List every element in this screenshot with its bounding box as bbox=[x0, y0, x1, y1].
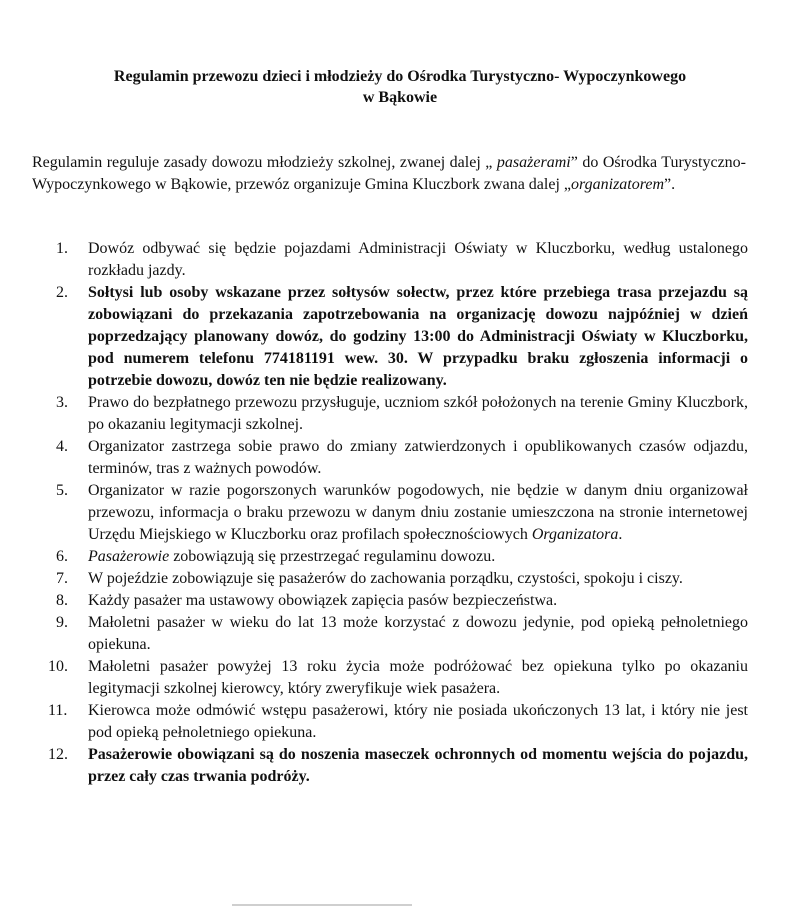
rule-number: 9. bbox=[56, 614, 68, 631]
intro-text-3: ”. bbox=[664, 176, 676, 193]
rule-number: 1. bbox=[56, 240, 68, 257]
title-line-2: w Bąkowie bbox=[362, 89, 438, 106]
rule-item bbox=[32, 744, 748, 788]
rule-number: 7. bbox=[56, 570, 68, 587]
rule-text-main: Organizator w razie pogorszonych warunków pogodowych, nie będzie w danym dniu organizował przewozu, informacja o braku przewozu w danym dniu zostanie umieszczona na stronie internetowej Urzędu Miejskiego w Kluczborku oraz profilach społecznościowych bbox=[88, 482, 748, 543]
rule-item bbox=[32, 612, 748, 656]
rule-text: Dowóz odbywać się będzie pojazdami Administracji Oświaty w Kluczborku, według ustalonego rozkładu jazdy. bbox=[88, 240, 748, 279]
rule-text: Każdy pasażer ma ustawowy obowiązek zapięcia pasów bezpieczeństwa. bbox=[88, 592, 558, 609]
rule-text-main: zobowiązują się przestrzegać regulaminu dowozu. bbox=[173, 548, 496, 565]
rule-text: Małoletni pasażer powyżej 13 roku życia może podróżować bez opiekuna tylko po okazaniu legitymacji szkolnej kierowcy, który zweryfikuje wiek pasażera. bbox=[88, 658, 748, 697]
rule-number: 5. bbox=[56, 482, 68, 499]
rule-item bbox=[32, 282, 748, 392]
rule-text: Organizator zastrzega sobie prawo do zmiany zatwierdzonych i opublikowanych czasów odjazdu, terminów, tras z ważnych powodów. bbox=[88, 438, 748, 477]
rule-item bbox=[32, 568, 748, 590]
rule-number: 6. bbox=[56, 548, 68, 565]
intro-paragraph bbox=[32, 152, 746, 196]
rule-text: Pasażerowie obowiązani są do noszenia maseczek ochronnych od momentu wejścia do pojazdu, przez cały czas trwania podróży. bbox=[88, 746, 748, 785]
rule-item bbox=[32, 480, 748, 546]
rule-item bbox=[32, 238, 748, 282]
title-line-1: Regulamin przewozu dzieci i młodzieży do Ośrodka Turystyczno- Wypoczynkowego bbox=[113, 68, 687, 85]
rule-item bbox=[32, 656, 748, 700]
intro-text-2: ” do Ośrodka Turystyczno- Wypoczynkowego w Bąkowie, przewóz organizuje Gmina Kluczbork zwana dalej „ bbox=[32, 154, 747, 193]
rule-text: Prawo do bezpłatnego przewozu przysługuje, uczniom szkół położonych na terenie Gminy Kluczbork, po okazaniu legitymacji szkolnej. bbox=[88, 394, 748, 433]
rule-number: 11. bbox=[48, 702, 68, 719]
rule-text bbox=[88, 548, 495, 565]
rule-text-italic: Pasażerowie bbox=[88, 548, 170, 565]
rule-text-end: . bbox=[618, 526, 623, 543]
rule-item bbox=[32, 392, 748, 436]
rule-item bbox=[32, 700, 748, 744]
rule-text: Małoletni pasażer w wieku do lat 13 może korzystać z dowozu jedynie, pod opieką pełnoletniego opiekuna. bbox=[88, 614, 748, 653]
rule-text bbox=[88, 482, 748, 543]
rule-number: 8. bbox=[56, 592, 68, 609]
rule-number: 12. bbox=[48, 746, 68, 763]
intro-text-1: Regulamin reguluje zasady dowozu młodzieży szkolnej, zwanej dalej „ bbox=[32, 154, 493, 171]
rule-text-italic: Organizatora bbox=[531, 526, 619, 543]
rule-item bbox=[32, 436, 748, 480]
rule-text: Kierowca może odmówić wstępu pasażerowi, który nie posiada ukończonych 13 lat, i który nie jest pod opieką pełnoletniego opiekuna. bbox=[88, 702, 748, 741]
rule-number: 3. bbox=[56, 394, 68, 411]
rule-number: 10. bbox=[48, 658, 68, 675]
rule-text: Sołtysi lub osoby wskazane przez sołtysów sołectw, przez które przebiega trasa przejazdu są zobowiązani do przekazania zapotrzebowania na organizację dowozu najpóźniej w dzień poprzedzający planowany dowóz, do godziny 13:00 do Administracji Oświaty w Kluczborku, pod numerem telefonu 774181191 wew. 30. W przypadku braku zgłoszenia informacji o potrzebie dowozu, dowóz ten nie będzie realizowany. bbox=[88, 284, 748, 389]
page-bottom-line bbox=[232, 904, 412, 906]
rule-number: 4. bbox=[56, 438, 68, 455]
intro-term-passengers: pasażerami bbox=[496, 154, 571, 171]
rule-text: W pojeździe zobowiązuje się pasażerów do zachowania porządku, czystości, spokoju i ciszy. bbox=[88, 570, 683, 587]
rule-item bbox=[32, 546, 748, 568]
rule-number: 2. bbox=[56, 284, 68, 301]
rule-item bbox=[32, 590, 748, 612]
document-title bbox=[40, 66, 760, 108]
rules-list bbox=[32, 238, 748, 788]
intro-term-organizer: organizatorem bbox=[570, 176, 665, 193]
